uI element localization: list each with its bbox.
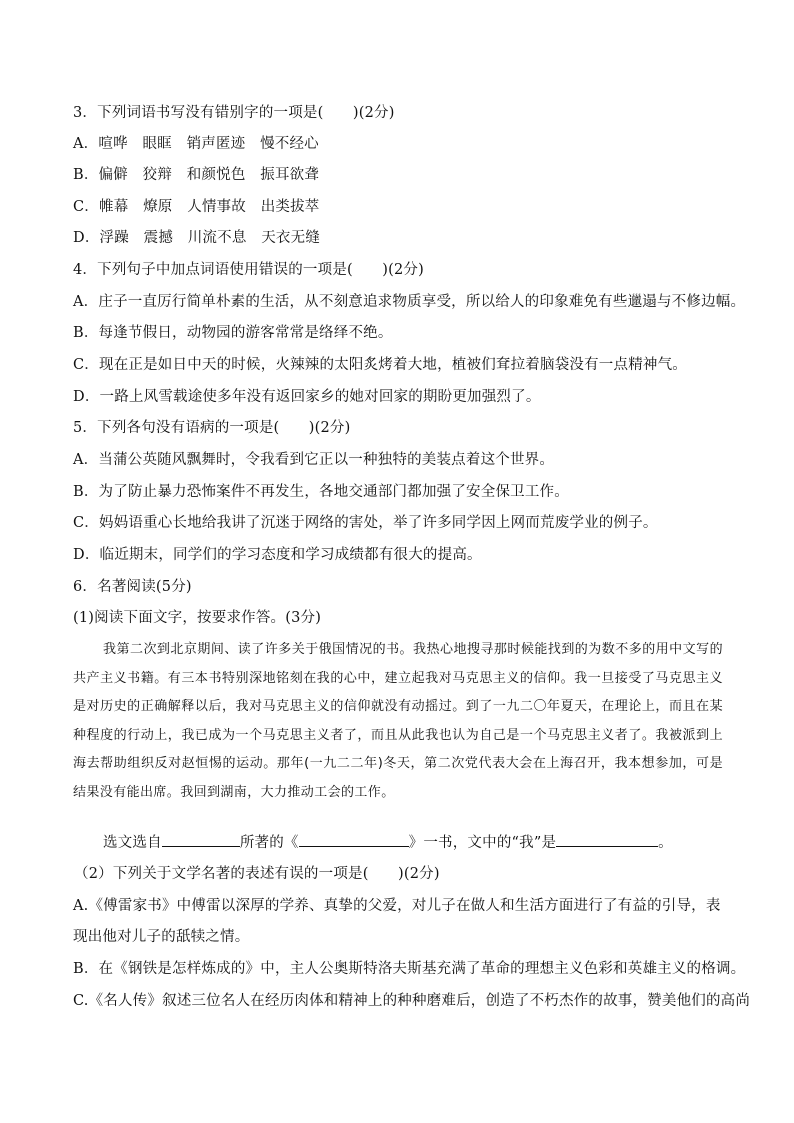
q4-option-b: B．每逢节假日，动物园的游客常常是络绎不绝。 <box>73 325 393 341</box>
q6-option-b: B．在《钢铁是怎样炼成的》中，主人公奥斯特洛夫斯基充满了革命的理想主义色彩和英雄主义的格调。 <box>73 961 746 977</box>
q3-option-b: B．偏僻 狡辩 和颜悦色 振耳欲聋 <box>73 167 320 183</box>
q5-option-d: D．临近期末，同学们的学习态度和学习成绩都有很大的提高。 <box>73 547 482 563</box>
q5-option-c: C．妈妈语重心长地给我讲了沉迷于网络的害处，举了许多同学因上网而荒废学业的例子。 <box>73 515 658 531</box>
author-blank[interactable] <box>162 832 240 847</box>
q6-option-a: A.《傅雷家书》中傅雷以深厚的学养、真挚的父爱，对儿子在做人和生活方面进行了有益的引导，表现出他对儿子的舐犊之情。 <box>73 898 721 945</box>
q3-option-a: A．喧哗 眼眶 销声匿迹 慢不经心 <box>73 136 319 152</box>
fill-text-3: 》一书，文中的“我”是 <box>408 835 557 851</box>
q6-stem: 6．名著阅读(5分) <box>73 579 192 595</box>
q6-sub2: （2）下列关于文学名著的表述有误的一项是( )(2分) <box>74 866 440 882</box>
reading-passage <box>73 636 723 808</box>
q6-option-c: C.《名人传》叙述三位名人在经历肉体和精神上的种种磨难后，创造了不朽杰作的故事，赞美他们的高尚 <box>73 993 751 1009</box>
book-title-blank[interactable] <box>299 832 409 847</box>
q5-stem: 5．下列各句没有语病的一项是( )(2分) <box>73 420 351 436</box>
q3-option-c: C．帷幕 燎原 人情事故 出类拔萃 <box>73 199 320 215</box>
q4-option-c: C．现在正是如日中天的时候，火辣辣的太阳炙烤着大地，植被们耷拉着脑袋没有一点精神气。 <box>73 357 687 373</box>
q3-stem: 3．下列词语书写没有错别字的一项是( )(2分) <box>73 105 395 121</box>
q4-stem: 4．下列句子中加点词语使用错误的一项是( )(2分) <box>73 262 424 278</box>
fill-text-4: 。 <box>658 835 673 851</box>
narrator-blank[interactable] <box>556 832 658 847</box>
q5-option-a: A．当蒲公英随风飘舞时，令我看到它正以一种独特的美装点着这个世界。 <box>73 452 555 468</box>
q4-option-a: A．庄子一直厉行简单朴素的生活，从不刻意追求物质享受，所以给人的印象难免有些邋遢与不修边幅。 <box>73 294 746 310</box>
fill-text-2: 所著的《 <box>239 835 299 851</box>
q3-option-d: D．浮躁 震撼 川流不息 天衣无缝 <box>73 230 321 246</box>
q6-sub1: (1)阅读下面文字，按要求作答。(3分) <box>73 610 322 626</box>
q4-option-d: D．一路上风雪载途使多年没有返回家乡的她对回家的期盼更加强烈了。 <box>73 389 541 405</box>
fill-text-1: 选文选自 <box>103 835 162 851</box>
q5-option-b: B．为了防止暴力恐怖案件不再发生，各地交通部门都加强了安全保卫工作。 <box>73 484 569 500</box>
fill-in-sentence <box>103 832 673 853</box>
passage-text: 我第二次到北京期间、读了许多关于俄国情况的书。我热心地搜寻那时候能找到的为数不多的用中文写的共产主义书籍。有三本书特别深地铭刻在我的心中，建立起我对马克思主义的信仰。我一旦接受了马克思主义是对历史的正确解释以后，我对马克思主义的信仰就没有动摇过。到了一九二〇年夏天，在理论上，而且在某种程度的行动上，我已成为一个马克思主义者了，而且从此我也认为自己是一个马克思主义者了。我被派到上海去帮助组织反对赵恒惕的运动。那年(一九二二年)冬天，第二次党代表大会在上海召开，我本想参加，可是结果没有能出席。我回到湖南，大力推动工会的工作。 <box>73 642 723 800</box>
